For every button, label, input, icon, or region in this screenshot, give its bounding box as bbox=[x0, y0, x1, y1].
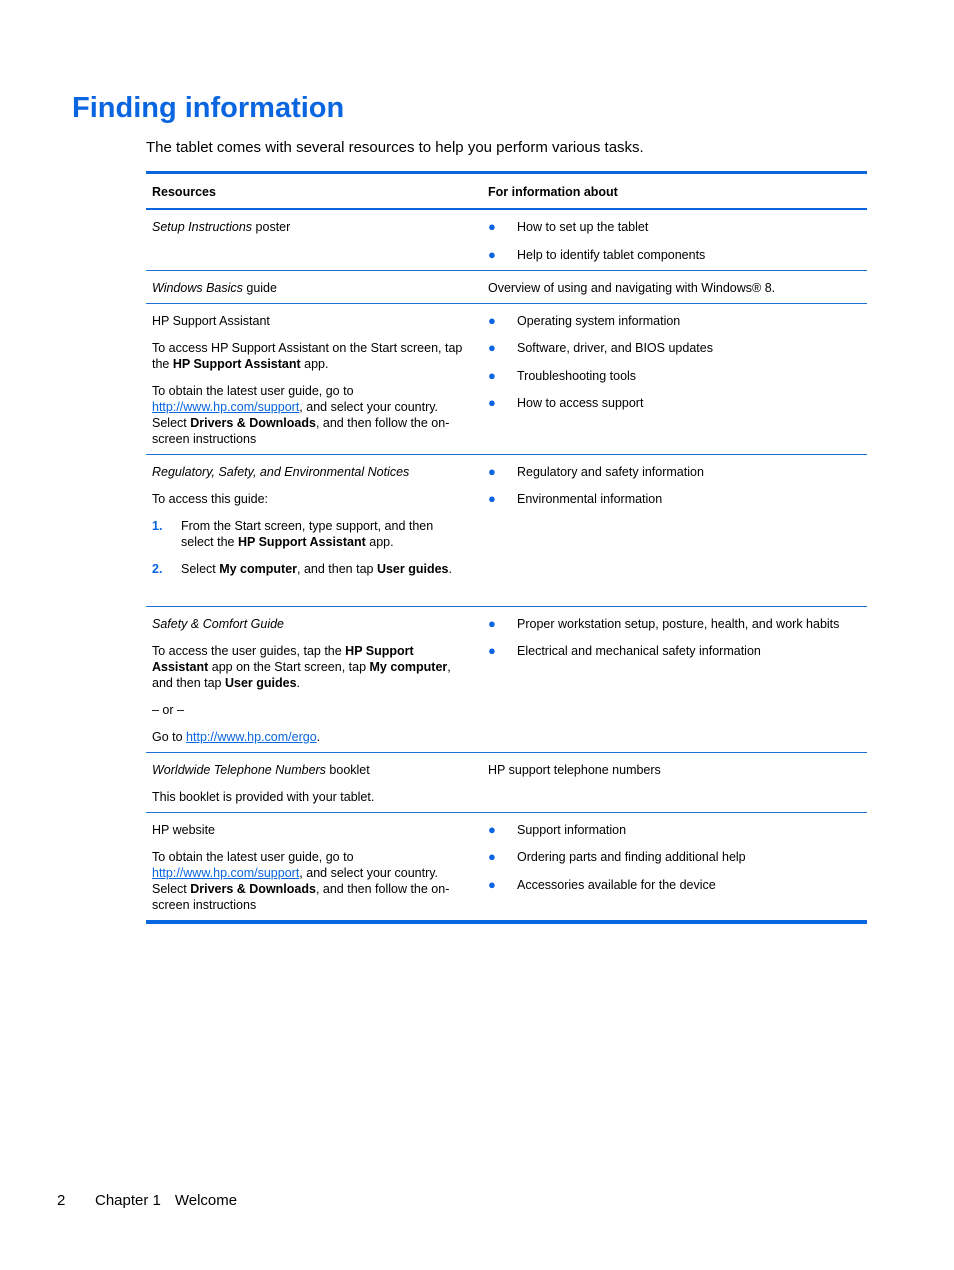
resource-name: HP Support Assistant bbox=[152, 313, 270, 328]
info-cell bbox=[470, 271, 867, 303]
page-footer bbox=[57, 1191, 237, 1211]
bullet-list bbox=[488, 464, 861, 508]
resources-table bbox=[146, 171, 867, 924]
text-run: . bbox=[296, 675, 301, 690]
header-info: For information about bbox=[488, 185, 618, 199]
text-run: , and then tap bbox=[297, 561, 377, 576]
resource-suffix: booklet bbox=[325, 762, 370, 777]
list-item bbox=[488, 643, 861, 659]
page-number: 2 bbox=[57, 1192, 66, 1209]
list-item-text: How to set up the tablet bbox=[517, 220, 649, 234]
resource-description: To access this guide: bbox=[152, 491, 269, 506]
list-item-text: Troubleshooting tools bbox=[517, 368, 637, 383]
list-item-text: Operating system information bbox=[517, 313, 681, 328]
text-run: , and select your country. Select bbox=[152, 399, 439, 430]
text-run: app. bbox=[365, 534, 394, 549]
bullet-dot-icon: ● bbox=[488, 491, 496, 506]
spacer bbox=[152, 588, 464, 599]
resource-instructions bbox=[152, 729, 464, 745]
list-item bbox=[488, 616, 861, 632]
resource-cell bbox=[146, 271, 470, 303]
list-item-text: Proper workstation setup, posture, health, and work habits bbox=[517, 616, 840, 631]
text-run: Go to bbox=[152, 729, 187, 744]
resource-cell bbox=[146, 753, 470, 812]
list-item bbox=[488, 313, 861, 329]
bullet-dot-icon: ● bbox=[488, 246, 496, 262]
resource-description: This booklet is provided with your tablet. bbox=[152, 789, 375, 804]
text-run: Select bbox=[181, 561, 220, 576]
text-run: , and select your country. Select bbox=[152, 865, 439, 896]
list-item bbox=[488, 247, 861, 263]
info-cell bbox=[470, 753, 867, 812]
list-item bbox=[488, 491, 861, 507]
list-item bbox=[488, 395, 861, 411]
info-cell bbox=[470, 455, 867, 606]
bullet-dot-icon: ● bbox=[488, 615, 496, 631]
table-row bbox=[146, 304, 867, 455]
or-separator: – or – bbox=[152, 702, 184, 717]
bullet-dot-icon: ● bbox=[488, 340, 496, 355]
intro-text: The tablet comes with several resources to help you perform various tasks. bbox=[146, 139, 644, 156]
info-cell bbox=[470, 607, 867, 752]
text-run: From the Start screen, type support, and then select the bbox=[181, 518, 434, 549]
resource-description bbox=[152, 340, 464, 372]
text-bold: My computer bbox=[369, 659, 448, 674]
resource-description bbox=[152, 643, 464, 691]
list-item bbox=[488, 340, 861, 356]
resource-name: Safety & Comfort Guide bbox=[152, 616, 285, 631]
list-item bbox=[152, 561, 464, 577]
bullet-dot-icon: ● bbox=[488, 876, 496, 892]
table-row bbox=[146, 813, 867, 920]
bullet-dot-icon: ● bbox=[488, 219, 496, 234]
page-title: Finding information bbox=[72, 92, 345, 124]
table-row bbox=[146, 753, 867, 813]
bullet-list bbox=[488, 616, 861, 660]
text-bold: HP Support Assistant bbox=[172, 356, 301, 371]
list-item-text: Support information bbox=[517, 822, 627, 837]
text-bold: HP Support Assistant bbox=[237, 534, 366, 549]
resource-suffix: poster bbox=[252, 220, 291, 234]
header-resources: Resources bbox=[152, 185, 216, 199]
text-bold: Drivers & Downloads bbox=[190, 415, 316, 430]
text-run: . bbox=[448, 561, 452, 576]
chapter-title: Welcome bbox=[174, 1192, 238, 1209]
resource-name: Worldwide Telephone Numbers bbox=[152, 762, 326, 777]
bullet-list bbox=[488, 313, 861, 412]
table-row bbox=[146, 607, 867, 753]
list-item bbox=[488, 877, 861, 893]
resource-name: Setup Instructions bbox=[152, 220, 253, 234]
hp-support-link[interactable]: http://www.hp.com/support bbox=[152, 865, 300, 880]
bullet-dot-icon: ● bbox=[488, 395, 496, 410]
list-item bbox=[152, 518, 464, 550]
table-header-row bbox=[146, 174, 867, 210]
resource-cell bbox=[146, 607, 470, 752]
bullet-dot-icon: ● bbox=[488, 849, 496, 864]
list-item-text: Environmental information bbox=[517, 492, 663, 506]
table-row bbox=[146, 271, 867, 304]
step-number: 1. bbox=[152, 518, 163, 533]
resource-instructions bbox=[152, 383, 464, 447]
resource-name: HP website bbox=[152, 822, 215, 837]
list-item bbox=[488, 822, 861, 838]
info-text: Overview of using and navigating with Windows® 8. bbox=[488, 280, 776, 295]
resource-cell bbox=[146, 210, 470, 270]
resource-cell bbox=[146, 455, 470, 606]
hp-ergo-link[interactable]: http://www.hp.com/ergo bbox=[186, 729, 317, 744]
text-bold: User guides bbox=[376, 561, 449, 576]
step-number: 2. bbox=[152, 561, 163, 576]
text-run: , and then follow the on-screen instructions bbox=[152, 415, 450, 446]
text-run: To access the user guides, tap the bbox=[152, 643, 346, 658]
list-item-text: How to access support bbox=[517, 396, 644, 410]
text-run: To obtain the latest user guide, go to bbox=[152, 383, 354, 398]
bullet-dot-icon: ● bbox=[488, 821, 496, 837]
resource-suffix: guide bbox=[242, 280, 277, 295]
resource-name: Windows Basics bbox=[152, 280, 243, 295]
bullet-dot-icon: ● bbox=[488, 463, 496, 479]
bullet-dot-icon: ● bbox=[488, 367, 496, 383]
text-run: , and then follow the on-screen instructions bbox=[152, 881, 450, 912]
list-item bbox=[488, 219, 861, 235]
info-text: HP support telephone numbers bbox=[488, 762, 661, 777]
bullet-dot-icon: ● bbox=[488, 643, 496, 658]
list-item bbox=[488, 368, 861, 384]
table-row bbox=[146, 455, 867, 607]
steps-list bbox=[152, 518, 464, 577]
resource-cell bbox=[146, 813, 470, 920]
text-bold: Drivers & Downloads bbox=[190, 881, 316, 896]
resource-name: Regulatory, Safety, and Environmental Notices bbox=[152, 464, 410, 479]
info-cell bbox=[470, 813, 867, 920]
list-item-text: Ordering parts and finding additional help bbox=[517, 850, 746, 864]
text-run: To obtain the latest user guide, go to bbox=[152, 849, 354, 864]
text-bold: My computer bbox=[219, 561, 298, 576]
bullet-list bbox=[488, 822, 861, 893]
hp-support-link[interactable]: http://www.hp.com/support bbox=[152, 399, 300, 414]
text-run: To access HP Support Assistant on the Start screen, tap the bbox=[152, 340, 463, 371]
bullet-list bbox=[488, 219, 861, 263]
text-run: app on the Start screen, tap bbox=[208, 659, 370, 674]
list-item bbox=[488, 849, 861, 865]
resource-instructions bbox=[152, 849, 464, 913]
info-cell bbox=[470, 210, 867, 270]
text-bold: User guides bbox=[224, 675, 297, 690]
bullet-dot-icon: ● bbox=[488, 312, 496, 328]
list-item bbox=[488, 464, 861, 480]
resource-cell bbox=[146, 304, 470, 454]
table-row bbox=[146, 210, 867, 271]
list-item-text: Accessories available for the device bbox=[517, 877, 716, 892]
text-run: , and then tap bbox=[152, 659, 451, 690]
info-cell bbox=[470, 304, 867, 454]
list-item-text: Regulatory and safety information bbox=[517, 464, 704, 479]
list-item-text: Electrical and mechanical safety information bbox=[517, 644, 761, 658]
list-item-text: Software, driver, and BIOS updates bbox=[517, 341, 713, 355]
list-item-text: Help to identify tablet components bbox=[517, 247, 706, 262]
chapter-label: Chapter 1 bbox=[95, 1192, 161, 1209]
text-bold: HP Support Assistant bbox=[152, 643, 414, 674]
text-run: . bbox=[316, 729, 321, 744]
text-run: app. bbox=[300, 356, 329, 371]
